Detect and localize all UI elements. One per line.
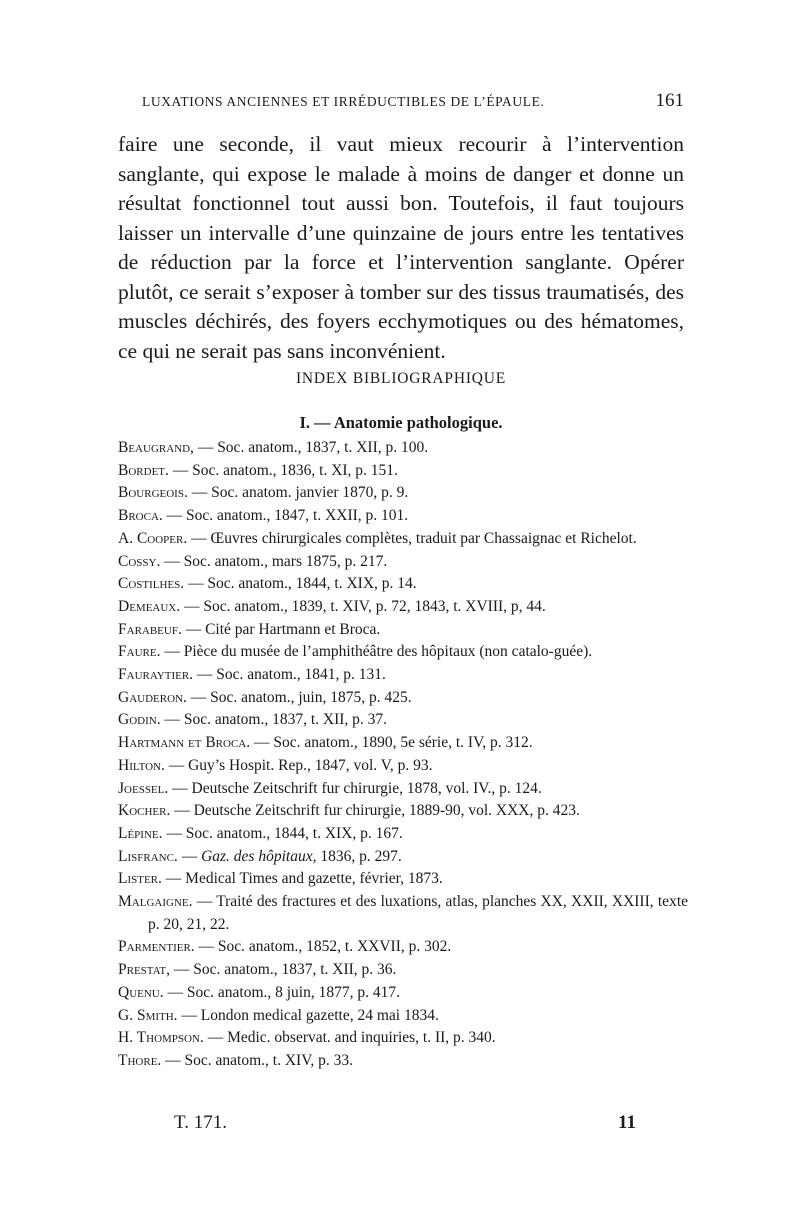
reference-entry <box>118 778 688 801</box>
gathering-number: 11 <box>618 1112 636 1133</box>
reference-author: Malgaigne. <box>118 893 193 911</box>
reference-author: A. Cooper. <box>118 529 188 547</box>
reference-entry <box>118 823 688 846</box>
signature-mark: T. 171. <box>174 1112 227 1133</box>
reference-entry <box>118 641 688 664</box>
reference-entry <box>118 551 688 574</box>
reference-text: — Soc. anatom., 1852, t. XXVII, p. 302. <box>194 938 452 956</box>
reference-entry <box>118 1027 688 1050</box>
reference-text: — Medical Times and gazette, février, 1873. <box>161 870 443 888</box>
reference-entry <box>118 687 688 710</box>
reference-author: Lépine. <box>118 824 163 842</box>
reference-text: — Soc. anatom., 1836, t. XI, p. 151. <box>168 461 398 479</box>
reference-text: — Soc. anatom., juin, 1875, p. 425. <box>186 688 412 706</box>
reference-author: Kocher. <box>118 802 171 820</box>
reference-entry <box>118 528 688 551</box>
reference-author: Hartmann et Broca. <box>118 734 251 752</box>
reference-entry <box>118 1050 688 1073</box>
reference-text: — <box>177 847 202 865</box>
reference-entry <box>118 732 688 755</box>
reference-author: Prestat, <box>118 961 170 979</box>
reference-list <box>118 437 688 1073</box>
reference-journal: Gaz. des hôpitaux, <box>201 847 317 865</box>
reference-author: Godin. <box>118 711 161 729</box>
reference-entry <box>118 868 688 891</box>
index-title: INDEX BIBLIOGRAPHIQUE <box>295 370 507 387</box>
reference-entry <box>118 982 688 1005</box>
reference-text: — Œuvres chirurgicales complètes, traduit par Chassaignac et Richelot. <box>187 529 637 547</box>
reference-author: Bourgeois. <box>118 484 188 502</box>
reference-text: — Medic. observat. and inquiries, t. II, p. 340. <box>203 1029 496 1047</box>
reference-entry <box>118 664 688 687</box>
reference-author: Parmentier. <box>118 938 195 956</box>
reference-author: Broca. <box>118 507 163 525</box>
reference-entry <box>118 709 688 732</box>
reference-entry <box>118 1005 688 1028</box>
reference-entry <box>118 482 688 505</box>
reference-author: Joessel. <box>118 779 169 797</box>
body-paragraph: faire une seconde, il vaut mieux recourir à l’intervention sanglante, qui expose le malade à moins de danger et donne un résultat fonctionnel tout aussi bon. Toutefois, il faut toujours laisser un intervalle d’une quinzaine de jours entre les tentatives de réduction par la force et l’intervention sanglante. Opérer plutôt, ce serait s’exposer à tomber sur des tissus traumatisés, des muscles déchirés, des foyers ecchymotiques ou des hématomes, ce qui ne serait pas sans inconvénient. <box>118 132 684 363</box>
reference-text: — Soc. anatom., 1844, t. XIX, p. 167. <box>162 824 403 842</box>
section-title: I. — Anatomie pathologique. <box>299 413 503 432</box>
reference-text: — Pièce du musée de l’amphithéâtre des hôpitaux (non catalo-guée). <box>160 643 593 661</box>
reference-entry <box>118 936 688 959</box>
reference-text: — Cité par Hartmann et Broca. <box>181 620 381 638</box>
reference-author: Gauderon. <box>118 688 187 706</box>
reference-text: — Soc. anatom., 1839, t. XIV, p. 72, 1843, t. XVIII, p, 44. <box>180 597 546 615</box>
reference-author: Cossy. <box>118 552 161 570</box>
reference-entry <box>118 891 688 936</box>
reference-entry <box>118 755 688 778</box>
reference-entry <box>118 959 688 982</box>
reference-text: — Soc. anatom., 1847, t. XXII, p. 101. <box>162 507 409 525</box>
reference-text: — Soc. anatom., t. XIV, p. 33. <box>161 1051 354 1069</box>
reference-author: G. Smith. <box>118 1006 178 1024</box>
reference-tail: 1836, p. 297. <box>316 847 402 865</box>
reference-author: Beaugrand, <box>118 439 194 456</box>
reference-text: — Soc. anatom., 8 juin, 1877, p. 417. <box>163 983 400 1001</box>
reference-author: Quenu. <box>118 983 164 1001</box>
reference-text: — Guy’s Hospit. Rep., 1847, vol. V, p. 93. <box>164 756 433 774</box>
reference-entry <box>118 437 688 460</box>
running-head-title: LUXATIONS ANCIENNES ET IRRÉDUCTIBLES DE L’ÉPAULE. <box>142 94 545 109</box>
reference-text: — Soc. anatom., 1837, t. XII, p. 36. <box>169 961 397 979</box>
reference-author: Faure. <box>118 643 161 661</box>
reference-text: — Soc. anatom., 1837, t. XII, p. 100. <box>193 439 429 456</box>
reference-author: Fauraytier. <box>118 666 194 684</box>
reference-entry <box>118 619 688 642</box>
reference-text: — Soc. anatom., 1844, t. XIX, p. 14. <box>184 575 417 593</box>
reference-entry <box>118 505 688 528</box>
reference-text: — Deutsche Zeitschrift fur chirurgie, 1878, vol. IV., p. 124. <box>168 779 542 797</box>
reference-author: Bordet. <box>118 461 169 479</box>
reference-author: Costilhes. <box>118 575 185 593</box>
reference-entry <box>118 846 688 869</box>
reference-text: — Soc. anatom., 1837, t. XII, p. 37. <box>160 711 388 729</box>
reference-text: — Deutsche Zeitschrift fur chirurgie, 1889-90, vol. XXX, p. 423. <box>170 802 580 820</box>
reference-author: Demeaux. <box>118 597 181 615</box>
reference-text: — Soc. anatom., 1841, p. 131. <box>193 666 386 684</box>
reference-text: — Traité des fractures et des luxations, atlas, planches XX, XXII, XXIII, texte p. 20, 21, 22. <box>148 893 688 933</box>
reference-author: Lister. <box>118 870 162 888</box>
reference-entry <box>118 596 688 619</box>
reference-entry <box>118 460 688 483</box>
reference-entry <box>118 800 688 823</box>
reference-author: Thore. <box>118 1051 162 1069</box>
reference-text: — Soc. anatom., 1890, 5e série, t. IV, p. 312. <box>250 734 533 752</box>
reference-text: — Soc. anatom. janvier 1870, p. 9. <box>187 484 409 502</box>
reference-author: Lisfranc. <box>118 847 178 865</box>
reference-author: Farabeuf. <box>118 620 182 638</box>
reference-author: H. Thompson. <box>118 1029 204 1047</box>
reference-text: — Soc. anatom., mars 1875, p. 217. <box>160 552 388 570</box>
reference-text: — London medical gazette, 24 mai 1834. <box>177 1006 439 1024</box>
reference-author: Hilton. <box>118 756 165 774</box>
reference-entry <box>118 573 688 596</box>
page-number: 161 <box>655 90 684 111</box>
